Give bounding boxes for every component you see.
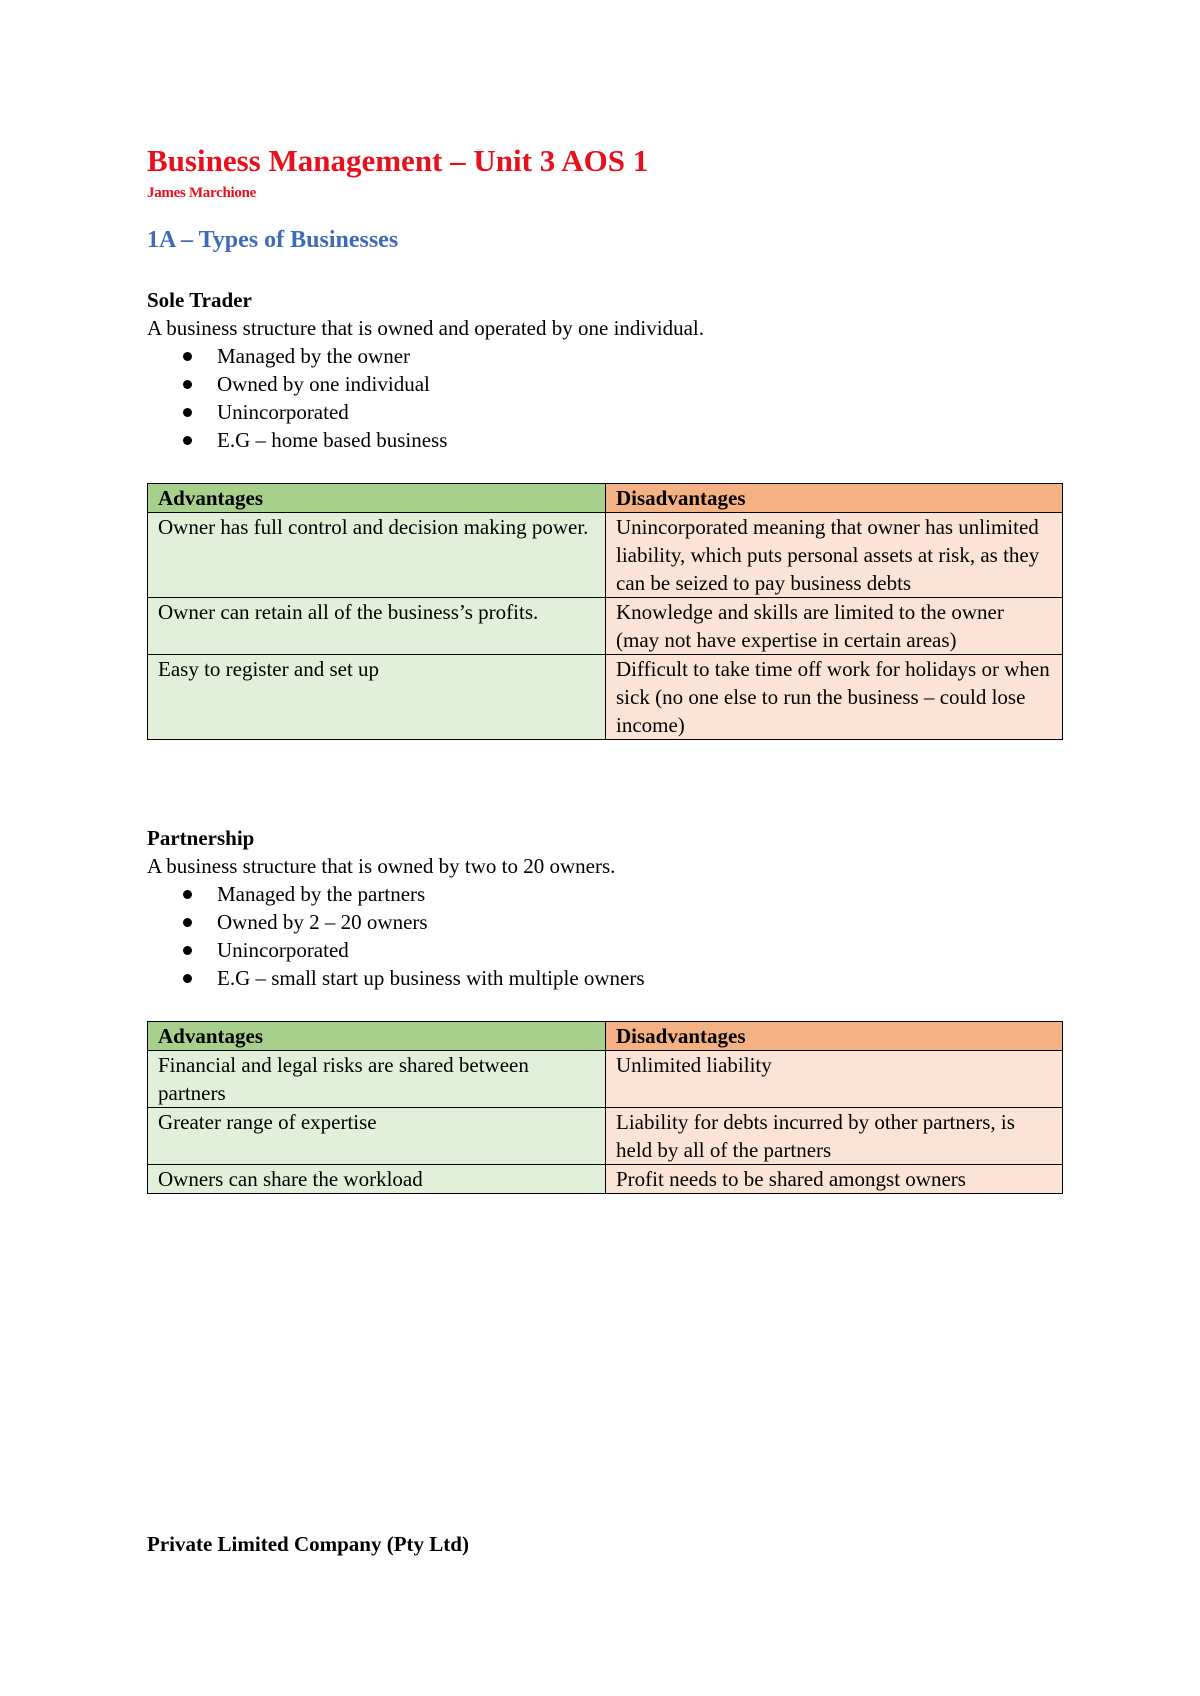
advantage-cell: Easy to register and set up <box>148 655 606 740</box>
advantage-cell: Owner can retain all of the business’s profits. <box>148 598 606 655</box>
bullet-icon <box>183 436 192 445</box>
table-row <box>148 1051 1063 1108</box>
author-name: James Marchione <box>147 185 256 201</box>
list-item <box>217 908 1067 936</box>
table-row <box>148 1165 1063 1194</box>
table-row <box>148 513 1063 598</box>
disadvantage-cell: Unlimited liability <box>606 1051 1063 1108</box>
partnership-bullet-list <box>147 880 1067 992</box>
bullet-icon <box>183 946 192 955</box>
bullet-icon <box>183 380 192 389</box>
table-header-row <box>148 1022 1063 1051</box>
list-item <box>217 370 1067 398</box>
advantage-cell: Owners can share the workload <box>148 1165 606 1194</box>
sole-trader-section <box>147 286 1067 454</box>
bullet-icon <box>183 918 192 927</box>
advantages-header: Advantages <box>148 1022 606 1051</box>
bullet-icon <box>183 408 192 417</box>
table-row <box>148 655 1063 740</box>
list-item-text: Managed by the partners <box>217 882 426 906</box>
sole-trader-description: A business structure that is owned and operated by one individual. <box>147 316 704 340</box>
sole-trader-heading: Sole Trader <box>147 288 252 312</box>
advantage-cell: Financial and legal risks are shared between partners <box>148 1051 606 1108</box>
list-item <box>217 342 1067 370</box>
sole-trader-table <box>147 483 1063 740</box>
list-item-text: Unincorporated <box>217 400 349 424</box>
list-item-text: Owned by 2 – 20 owners <box>217 910 428 934</box>
document-title: Business Management – Unit 3 AOS 1 <box>147 143 649 178</box>
advantages-header: Advantages <box>148 484 606 513</box>
disadvantage-cell: Liability for debts incurred by other partners, is held by all of the partners <box>606 1108 1063 1165</box>
advantage-cell: Owner has full control and decision making power. <box>148 513 606 598</box>
list-item <box>217 880 1067 908</box>
list-item-text: E.G – small start up business with multiple owners <box>217 966 645 990</box>
bullet-icon <box>183 974 192 983</box>
table-row <box>148 598 1063 655</box>
section-heading: 1A – Types of Businesses <box>147 227 399 253</box>
list-item-text: Managed by the owner <box>217 344 411 368</box>
bullet-icon <box>183 890 192 899</box>
disadvantage-cell: Knowledge and skills are limited to the owner (may not have expertise in certain areas) <box>606 598 1063 655</box>
private-company-heading: Private Limited Company (Pty Ltd) <box>147 1532 469 1556</box>
list-item <box>217 936 1067 964</box>
table-row <box>148 1108 1063 1165</box>
advantage-cell: Greater range of expertise <box>148 1108 606 1165</box>
list-item <box>217 964 1067 992</box>
disadvantage-cell: Profit needs to be shared amongst owners <box>606 1165 1063 1194</box>
partnership-description: A business structure that is owned by two to 20 owners. <box>147 854 616 878</box>
table-header-row <box>148 484 1063 513</box>
list-item-text: Unincorporated <box>217 938 349 962</box>
sole-trader-bullet-list <box>147 342 1067 454</box>
list-item <box>217 398 1067 426</box>
list-item-text: Owned by one individual <box>217 372 430 396</box>
bullet-icon <box>183 352 192 361</box>
partnership-section <box>147 824 1067 992</box>
list-item <box>217 426 1067 454</box>
partnership-table <box>147 1021 1063 1194</box>
disadvantage-cell: Difficult to take time off work for holidays or when sick (no one else to run the business – could lose income) <box>606 655 1063 740</box>
disadvantages-header: Disadvantages <box>606 1022 1063 1051</box>
disadvantage-cell: Unincorporated meaning that owner has unlimited liability, which puts personal assets at risk, as they can be seized to pay business debts <box>606 513 1063 598</box>
list-item-text: E.G – home based business <box>217 428 448 452</box>
partnership-heading: Partnership <box>147 826 255 850</box>
disadvantages-header: Disadvantages <box>606 484 1063 513</box>
